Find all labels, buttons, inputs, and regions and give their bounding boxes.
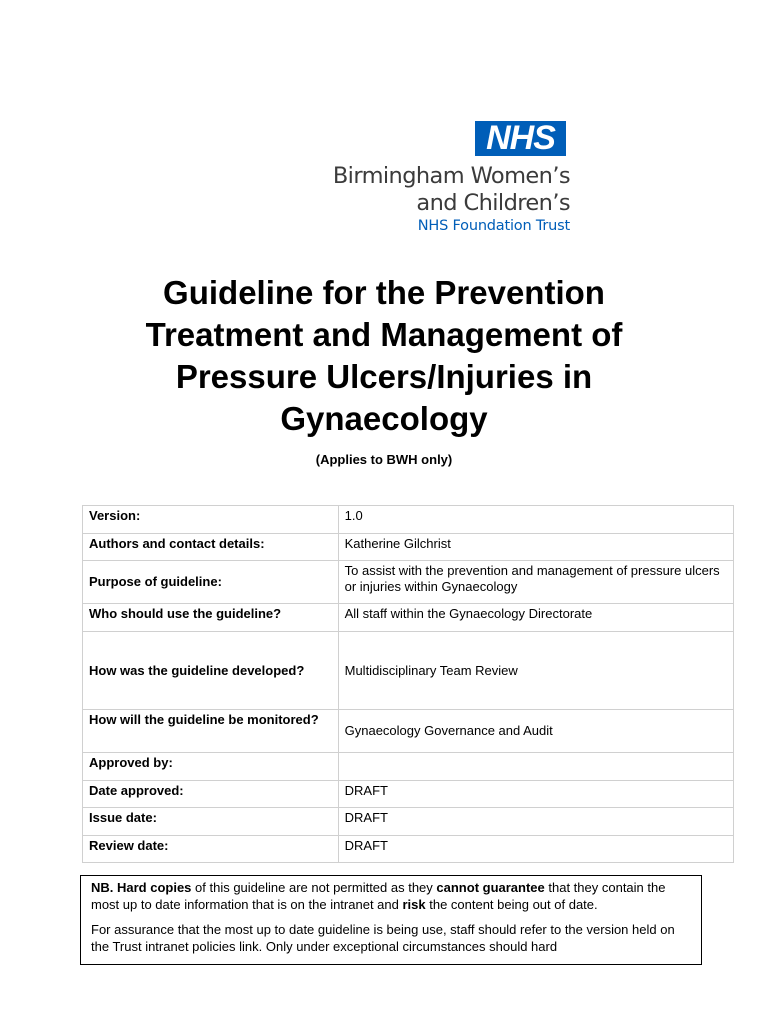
table-row [83, 808, 734, 836]
notice-text: that they contain the most up to date information that is on the intranet and [91, 880, 666, 912]
row-value: DRAFT [338, 808, 733, 836]
table-row [83, 753, 734, 781]
row-value: Multidisciplinary Team Review [338, 632, 733, 710]
row-value: Katherine Gilchrist [338, 534, 733, 561]
table-row [83, 836, 734, 863]
row-value: To assist with the prevention and management of pressure ulcers or injuries within Gynaecology [338, 561, 733, 604]
row-label: Date approved: [83, 781, 339, 808]
notice-text: of this guideline are not permitted as they [191, 880, 437, 895]
row-label: Review date: [83, 836, 339, 863]
row-label: Authors and contact details: [83, 534, 339, 561]
table-row [83, 710, 734, 753]
hard-copy-notice [80, 875, 702, 965]
document-subtitle: (Applies to BWH only) [315, 452, 453, 467]
notice-paragraph-2: For assurance that the most up to date guideline is being use, staff should refer to the version held on the Trust intranet policies link. Only under exceptional circumstances should hard [91, 922, 675, 954]
trust-name-line1: Birmingham Women’s [332, 163, 570, 189]
nhs-badge-logo: NHS [475, 121, 566, 156]
row-value: All staff within the Gynaecology Directorate [338, 604, 733, 632]
row-label: How will the guideline be monitored? [83, 710, 339, 753]
notice-emphasis: risk [402, 896, 426, 912]
notice-text: the content being out of date. [425, 896, 598, 912]
guideline-details-table [82, 505, 734, 863]
row-value: Gynaecology Governance and Audit [338, 710, 733, 753]
row-label: Version: [83, 506, 339, 534]
row-value [338, 753, 733, 781]
table-row [83, 506, 734, 534]
table-row [83, 561, 734, 604]
trust-name-line2: and Children’s [416, 190, 570, 216]
row-value: 1.0 [338, 506, 733, 534]
row-label: Who should use the guideline? [83, 604, 339, 632]
document-title: Guideline for the Prevention Treatment and Management of Pressure Ulcers/Injuries in Gynaecology [145, 274, 623, 437]
table-row [83, 604, 734, 632]
table-row [83, 632, 734, 710]
trust-name-line3: NHS Foundation Trust [417, 218, 570, 234]
notice-emphasis: cannot guarantee [436, 880, 545, 895]
row-label: How was the guideline developed? [83, 632, 339, 710]
notice-paragraph-1 [91, 880, 691, 913]
row-value: DRAFT [338, 781, 733, 808]
notice-emphasis: NB. Hard copies [91, 880, 192, 895]
table-row [83, 781, 734, 808]
row-label: Purpose of guideline: [83, 561, 339, 604]
row-value: DRAFT [338, 836, 733, 863]
row-label: Approved by: [83, 753, 339, 781]
row-label: Issue date: [83, 808, 339, 836]
table-row [83, 534, 734, 561]
